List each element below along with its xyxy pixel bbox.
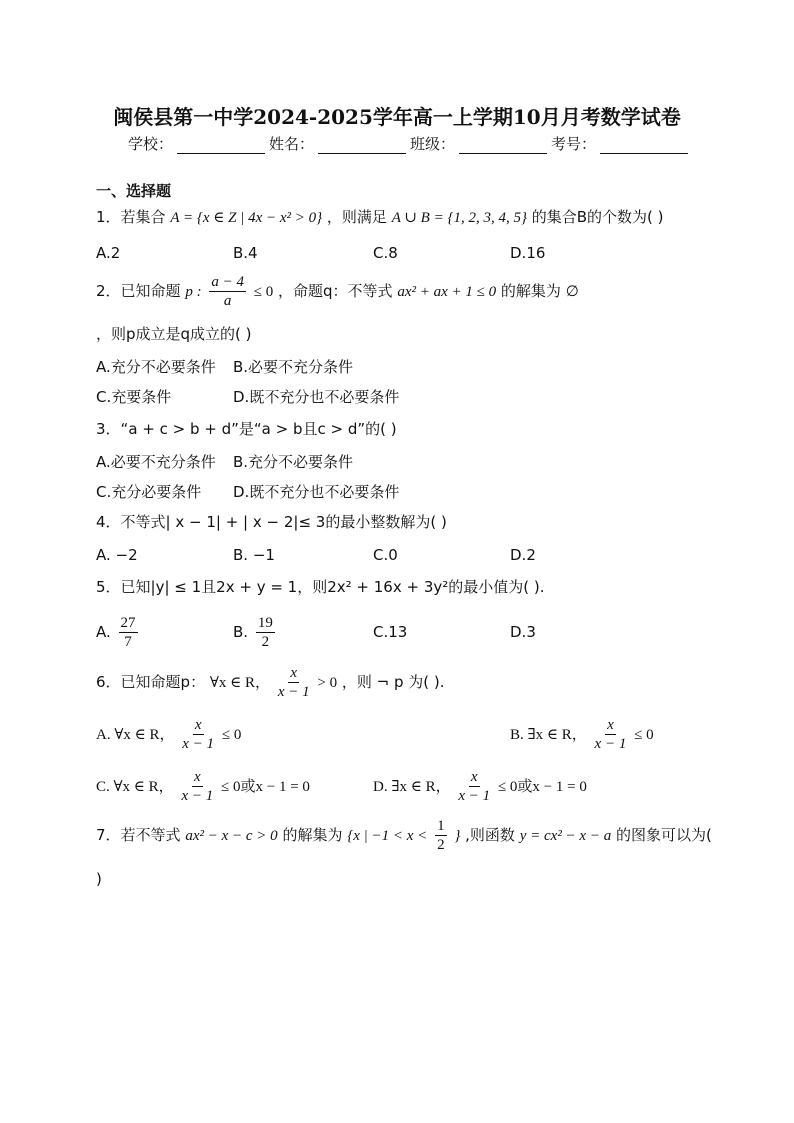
q2-prefix: 2．已知命题 bbox=[96, 282, 181, 300]
q4-option-a[interactable]: A. −2 bbox=[96, 546, 138, 564]
q3-option-b[interactable]: B.充分不必要条件 bbox=[233, 453, 354, 471]
question-6 bbox=[96, 663, 445, 702]
q7-function: y = cx² − x − a bbox=[519, 828, 612, 844]
q6-option-d[interactable] bbox=[373, 766, 587, 807]
q3-option-c[interactable]: C.充分必要条件 bbox=[96, 483, 202, 501]
q5-a-num: 27 bbox=[120, 615, 136, 631]
q2-fraction bbox=[209, 273, 246, 310]
q7-set-post: } bbox=[454, 828, 461, 844]
q1-option-b[interactable]: B.4 bbox=[233, 244, 258, 262]
q3-option-d[interactable]: D.既不充分也不必要条件 bbox=[233, 483, 400, 501]
q6-d-den: x − 1 bbox=[458, 788, 491, 804]
page-title: 闽侯县第一中学2024-2025学年高一上学期10月月考数学试卷 bbox=[113, 105, 681, 129]
q1-option-a[interactable]: A.2 bbox=[96, 244, 121, 262]
q5-option-a-label: A. bbox=[96, 623, 111, 641]
q1-option-c[interactable]: C.8 bbox=[373, 244, 398, 262]
question-7 bbox=[96, 816, 712, 855]
q6-option-b-label: B. ∃x ∈ R， bbox=[510, 727, 587, 743]
q6-b-den: x − 1 bbox=[594, 736, 627, 752]
q7-mid2: ,则函数 bbox=[465, 826, 515, 844]
name-label: 姓名： bbox=[269, 135, 315, 153]
q4-option-d[interactable]: D.2 bbox=[510, 546, 536, 564]
q6-option-d-fraction bbox=[458, 768, 490, 805]
q7-prefix: 7．若不等式 bbox=[96, 826, 181, 844]
q3-option-a[interactable]: A.必要不充分条件 bbox=[96, 453, 216, 471]
q5-b-den: 2 bbox=[261, 634, 270, 650]
q6-option-c-label: C. ∀x ∈ R， bbox=[96, 779, 174, 795]
school-blank[interactable] bbox=[177, 135, 265, 154]
q6-d-num: x bbox=[470, 769, 478, 785]
q2-option-c[interactable]: C.充要条件 bbox=[96, 388, 172, 406]
q1-suffix: 的集合B的个数为( ) bbox=[531, 208, 664, 226]
q1-option-d[interactable]: D.16 bbox=[510, 244, 546, 262]
q2-line2: ，则p成立是q成立的( ) bbox=[96, 325, 252, 343]
q5-option-c[interactable]: C.13 bbox=[373, 623, 408, 641]
q6-option-a-tail: ≤ 0 bbox=[221, 727, 242, 743]
q6-option-d-label: D. ∃x ∈ R， bbox=[373, 779, 451, 795]
question-4: 4．不等式| x − 1| + | x − 2|≤ 3的最小整数解为( ) bbox=[96, 513, 447, 531]
q4-option-b[interactable]: B. −1 bbox=[233, 546, 275, 564]
q7-set-pre: {x | −1 < x < bbox=[347, 828, 428, 844]
q6-a-den: x − 1 bbox=[182, 736, 215, 752]
q2-option-b[interactable]: B.必要不充分条件 bbox=[233, 358, 354, 376]
q5-option-a-fraction bbox=[119, 614, 138, 651]
q7-fraction bbox=[435, 817, 447, 854]
q2-option-d[interactable]: D.既不充分也不必要条件 bbox=[233, 388, 400, 406]
q2-options-row2 bbox=[96, 386, 696, 410]
q6-prefix: 6．已知命题p： bbox=[96, 673, 206, 691]
q5-option-b-label: B. bbox=[233, 623, 249, 641]
school-label: 学校： bbox=[128, 135, 174, 153]
q3-options-row2 bbox=[96, 481, 696, 505]
section-heading: 一、选择题 bbox=[96, 182, 172, 200]
q7-frac-den: 2 bbox=[437, 837, 445, 853]
q6-a-num: x bbox=[194, 717, 202, 733]
q2-suffix: 的解集为 bbox=[500, 282, 561, 300]
q2-inequality: ax² + ax + 1 ≤ 0 bbox=[397, 284, 497, 300]
q4-options bbox=[96, 546, 696, 570]
question-1 bbox=[96, 206, 664, 229]
q6-gt0: > 0 bbox=[317, 675, 338, 691]
q5-b-num: 19 bbox=[257, 615, 273, 631]
q7-line2: ) bbox=[96, 870, 102, 888]
class-label: 班级： bbox=[410, 135, 456, 153]
question-2 bbox=[96, 272, 579, 311]
q5-option-b-fraction bbox=[256, 614, 275, 651]
number-label: 考号： bbox=[551, 135, 597, 153]
q1-union: A ∪ B = {1, 2, 3, 4, 5} bbox=[391, 210, 527, 226]
question-3: 3．“a + c > b + d”是“a > b且c > d”的( ) bbox=[96, 420, 397, 438]
q6-option-c-tail: ≤ 0或x − 1 = 0 bbox=[221, 779, 310, 795]
q6-b-num: x bbox=[607, 717, 614, 733]
q1-options bbox=[96, 244, 696, 268]
q6-option-a-fraction bbox=[182, 716, 214, 753]
q6-option-c[interactable] bbox=[96, 766, 310, 807]
q5-a-den: 7 bbox=[124, 634, 132, 650]
q6-option-d-tail: ≤ 0或x − 1 = 0 bbox=[497, 779, 587, 795]
q4-option-c[interactable]: C.0 bbox=[373, 546, 398, 564]
q2-le0: ≤ 0 bbox=[253, 284, 274, 300]
q2-empty-set: ∅ bbox=[565, 284, 579, 300]
q6-suffix: ，则 ¬ p 为( ). bbox=[341, 673, 445, 691]
q7-mid: 的解集为 bbox=[282, 826, 343, 844]
number-blank[interactable] bbox=[600, 135, 688, 154]
q5-option-d[interactable]: D.3 bbox=[510, 623, 536, 641]
q2-p: p : bbox=[185, 284, 202, 300]
q1-mid: ，则满足 bbox=[326, 208, 387, 226]
q6-options-row1 bbox=[96, 714, 696, 756]
student-info-row bbox=[128, 133, 692, 154]
q1-set-a: A = {x ∈ Z | 4x − x² > 0} bbox=[170, 210, 323, 226]
q7-suffix: 的图象可以为( bbox=[616, 826, 712, 844]
q2-options-row1 bbox=[96, 356, 696, 380]
q6-option-a-label: A. ∀x ∈ R， bbox=[96, 727, 175, 743]
q2-option-a[interactable]: A.充分不必要条件 bbox=[96, 358, 216, 376]
q2-mid: ，命题q：不等式 bbox=[278, 282, 393, 300]
q6-option-c-fraction bbox=[181, 768, 213, 805]
q6-c-den: x − 1 bbox=[181, 788, 214, 804]
q1-prefix: 1．若集合 bbox=[96, 208, 166, 226]
q6-forall: ∀x ∈ R， bbox=[209, 675, 271, 691]
q6-options-row2 bbox=[96, 766, 696, 808]
q5-option-a[interactable] bbox=[96, 612, 141, 652]
name-blank[interactable] bbox=[318, 135, 406, 154]
q5-options bbox=[96, 612, 696, 654]
q6-frac-den: x − 1 bbox=[277, 684, 310, 700]
q6-option-a[interactable] bbox=[96, 714, 241, 755]
q6-frac-num: x bbox=[290, 665, 298, 681]
q6-option-b-tail: ≤ 0 bbox=[634, 727, 654, 743]
q6-option-b-fraction bbox=[595, 716, 627, 753]
class-blank[interactable] bbox=[459, 135, 547, 154]
q6-fraction bbox=[278, 664, 310, 701]
q2-frac-num: a − 4 bbox=[211, 274, 244, 290]
q6-c-num: x bbox=[194, 769, 201, 785]
q7-frac-num: 1 bbox=[437, 818, 445, 834]
q7-inequality: ax² − x − c > 0 bbox=[185, 828, 278, 844]
q2-frac-den: a bbox=[223, 293, 232, 309]
q3-options-row1 bbox=[96, 451, 696, 475]
q6-option-b[interactable] bbox=[510, 714, 654, 755]
q5-option-b[interactable] bbox=[233, 612, 278, 652]
question-5: 5．已知|y| ≤ 1且2x + y = 1，则2x² + 16x + 3y²的最小值为( ). bbox=[96, 578, 545, 596]
